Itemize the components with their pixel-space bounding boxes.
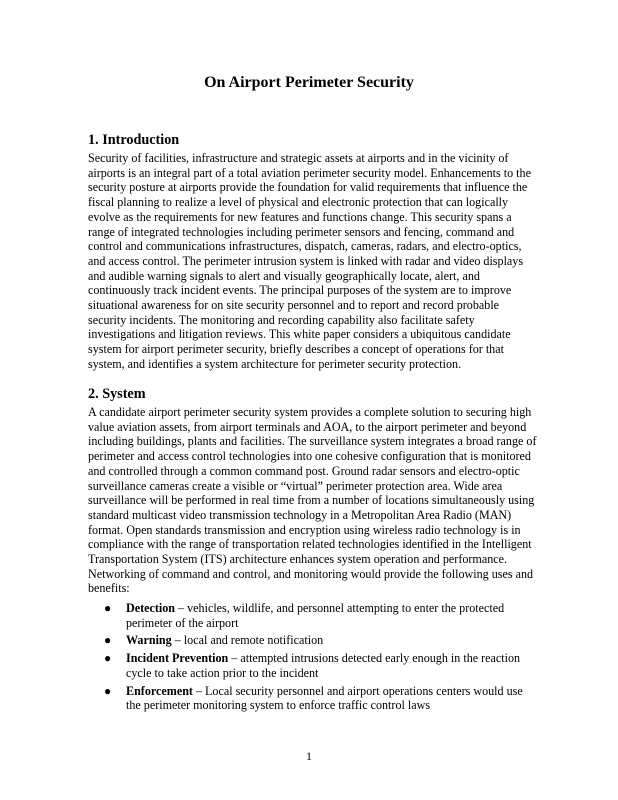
bullet-icon: ● (104, 683, 112, 698)
bullet-term: Warning (126, 633, 172, 648)
bullet-icon: ● (104, 651, 112, 666)
benefits-list (88, 601, 528, 716)
section-body-system: A candidate airport perimeter security system provides a complete solution to securing high value aviation assets, from airport terminals and AOA, to the airport perimeter and beyond including buildings, plants and facilities. The surveillance system integrates a broad range of perimeter and access control technologies into one cohesive configuration that is monitored and controlled through a common command post. Ground radar sensors and electro-optic surveillance cameras create a visible or “virtual” perimeter protection area. Wide area surveillance will be performed in real time from a number of locations simultaneously using standard multicast video transmission technology in a Metropolitan Area Radio (MAN) format. Open standards transmission and encryption using wireless radio technology is in compliance with the range of transportation related technologies identified in the Intelligent Transportation System (ITS) architecture enhances system operation and performance. Networking of command and control, and monitoring would provide the following uses and benefits: (88, 405, 537, 596)
section-heading-introduction: 1. Introduction (88, 132, 180, 148)
bullet-text: – vehicles, wildlife, and personnel attempting to enter the protected perimeter of the airport (126, 601, 505, 630)
section-body-introduction: Security of facilities, infrastructure and strategic assets at airports and in the vicinity of airports is an integral part of a total aviation perimeter security model. Enhancements to the security posture at airports provide the foundation for valid requirements that influence the fiscal planning to realize a level of physical and electronic protection that can logically evolve as the requirements for new features and functions change. This security spans a range of integrated technologies including perimeter sensors and fencing, command and control and communications infrastructures, dispatch, cameras, radars, and electro-optics, and access control. The perimeter intrusion system is linked with radar and video displays and audible warning signals to alert and visually geographically locate, alert, and continuously track incident events. The principal purposes of the system are to improve situational awareness for on site security personnel and to report and record probable security incidents. The monitoring and recording capability also facilitate safety investigations and litigation reviews. This white paper considers a ubiquitous candidate system for airport perimeter security, briefly describes a concept of operations for that system, and identifies a system architecture for perimeter security protection. (88, 151, 531, 371)
list-item (88, 601, 528, 630)
bullet-term: Incident Prevention (126, 651, 229, 666)
page-number: 1 (306, 749, 312, 763)
bullet-icon: ● (104, 601, 112, 615)
bullet-text: – Local security personnel and airport operations centers would use the perimeter monitoring system to enforce traffic control laws (126, 683, 523, 713)
bullet-term: Enforcement (126, 683, 193, 698)
document-title: On Airport Perimeter Security (204, 74, 414, 91)
bullet-icon: ● (104, 633, 112, 648)
list-item (88, 651, 528, 680)
bullet-text: – attempted intrusions detected early enough in the reaction cycle to take action prior to the incident (126, 651, 521, 680)
list-item (88, 633, 528, 648)
bullet-text: – local and remote notification (171, 633, 324, 648)
section-heading-system: 2. System (88, 386, 146, 402)
list-item (88, 684, 528, 713)
bullet-term: Detection (126, 601, 176, 615)
